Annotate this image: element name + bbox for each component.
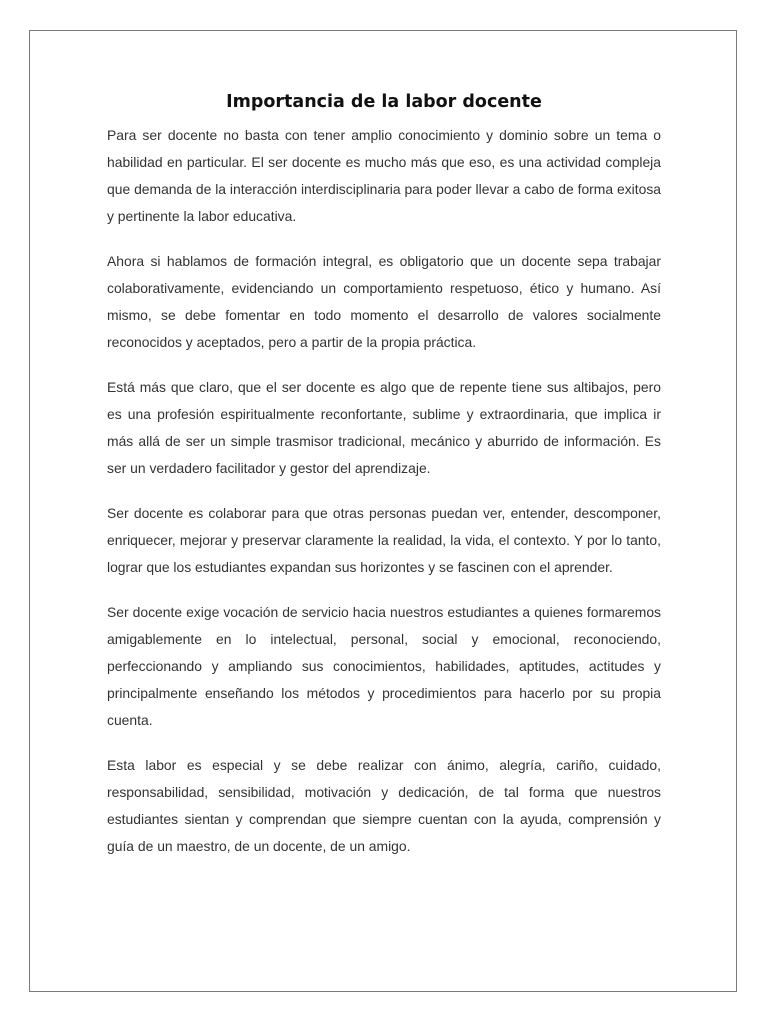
document-page [29, 30, 737, 992]
document-body [107, 91, 661, 878]
paragraph-5: Ser docente exige vocación de servicio hacia nuestros estudiantes a quienes formaremos amigablemente en lo intelectual, personal, social y emocional, reconociendo, perfeccionando y ampliando sus conocimientos, habilidades, aptitudes, actitudes y principalmente enseñando los métodos y procedimientos para hacerlo por su propia cuenta. [107, 604, 661, 728]
paragraph-1: Para ser docente no basta con tener amplio conocimiento y dominio sobre un tema o habilidad en particular. El ser docente es mucho más que eso, es una actividad compleja que demanda de la interacción interdisciplinaria para poder llevar a cabo de forma exitosa y pertinente la labor educativa. [107, 127, 661, 224]
paragraph-3: Está más que claro, que el ser docente es algo que de repente tiene sus altibajos, pero es una profesión espiritualmente reconfortante, sublime y extraordinaria, que implica ir más allá de ser un simple trasmisor tradicional, mecánico y aburrido de información. Es ser un verdadero facilitador y gestor del aprendizaje. [107, 379, 661, 476]
document-title: Importancia de la labor docente [226, 92, 542, 112]
paragraph-4: Ser docente es colaborar para que otras personas puedan ver, entender, descomponer, enriquecer, mejorar y preservar claramente la realidad, la vida, el contexto. Y por lo tanto, lograr que los estudiantes expandan sus horizontes y se fascinen con el aprender. [107, 505, 661, 575]
paragraph-2: Ahora si hablamos de formación integral, es obligatorio que un docente sepa trabajar colaborativamente, evidenciando un comportamiento respetuoso, ético y humano. Así mismo, se debe fomentar en todo momento el desarrollo de valores socialmente reconocidos y aceptados, pero a partir de la propia práctica. [107, 253, 661, 350]
paragraph-6: Esta labor es especial y se debe realizar con ánimo, alegría, cariño, cuidado, responsabilidad, sensibilidad, motivación y dedicación, de tal forma que nuestros estudiantes sientan y comprendan que siempre cuentan con la ayuda, comprensión y guía de un maestro, de un docente, de un amigo. [107, 757, 661, 854]
